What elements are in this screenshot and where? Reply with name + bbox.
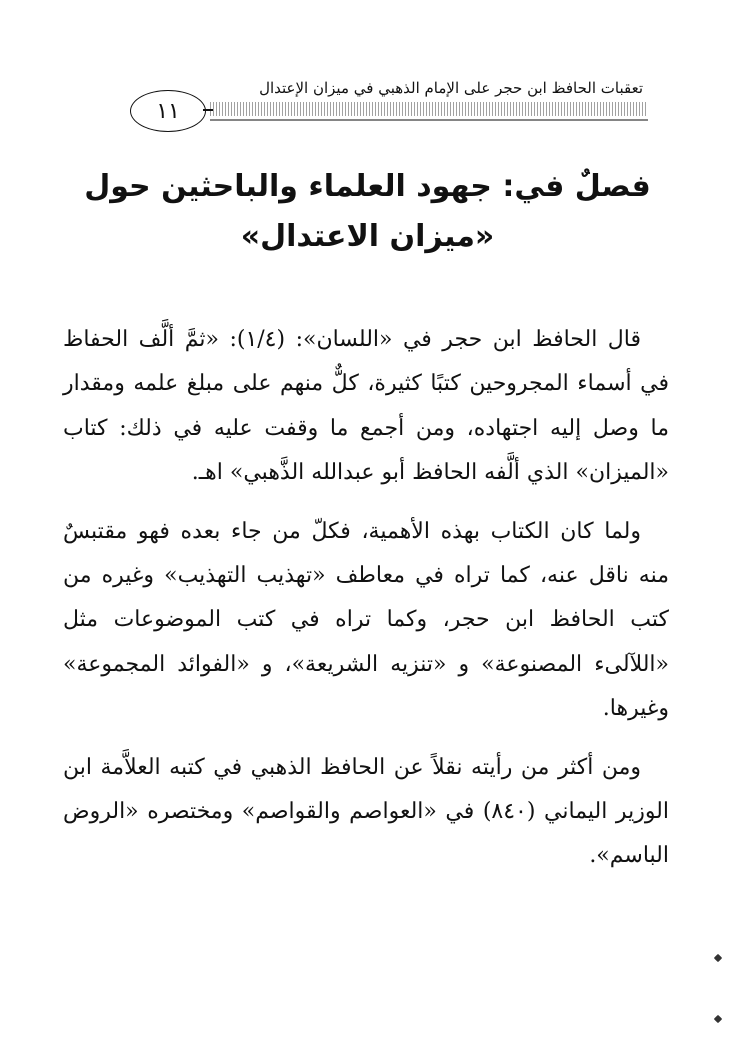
page-number-text: ١١ — [156, 98, 180, 124]
chapter-title — [60, 162, 675, 262]
page-number — [130, 90, 206, 132]
chapter-title-line-2: «ميزان الاعتدال» — [240, 219, 495, 254]
margin-mark — [714, 954, 722, 962]
header-rule — [210, 102, 648, 116]
margin-mark — [714, 1015, 722, 1023]
body-text — [63, 318, 669, 893]
chapter-title-line-1: فصلٌ في: جهود العلماء والباحثين حول — [84, 169, 651, 204]
paragraph-1: قال الحافظ ابن حجر في «اللسان»: (١/٤): «ثمَّ ألَّف الحفاظ في أسماء المجروحين كتبًا كثيرة، كلٌّ منهم على مبلغ علمه ومقدار ما وصل إليه اجتهاده، ومن أجمع ما وقفت عليه في ذلك: كتاب «الميزان» الذي ألَّفه الحافظ أبو عبدالله الذَّهبي» اهـ. — [63, 327, 669, 486]
paragraph-2: ولما كان الكتاب بهذه الأهمية، فكلّ من جاء بعده فهو مقتبسٌ منه ناقل عنه، كما تراه في معاطف «تهذيب التهذيب» وغيره من كتب الحافظ ابن حجر، وكما تراه في كتب الموضوعات مثل «اللآلىء المصنوعة» و «تنزيه الشريعة»، و «الفوائد المجموعة» وغيرها. — [63, 518, 669, 722]
page-number-tail — [203, 109, 213, 111]
paragraph-3: ومن أكثر من رأيته نقلاً عن الحافظ الذهبي في كتبه العلاَّمة ابن الوزير اليماني (٨٤٠) في «العواصم والقواصم» ومختصره «الروض الباسم». — [63, 754, 669, 869]
running-header: تعقبات الحافظ ابن حجر على الإمام الذهبي في ميزان الإعتدال — [259, 79, 643, 97]
